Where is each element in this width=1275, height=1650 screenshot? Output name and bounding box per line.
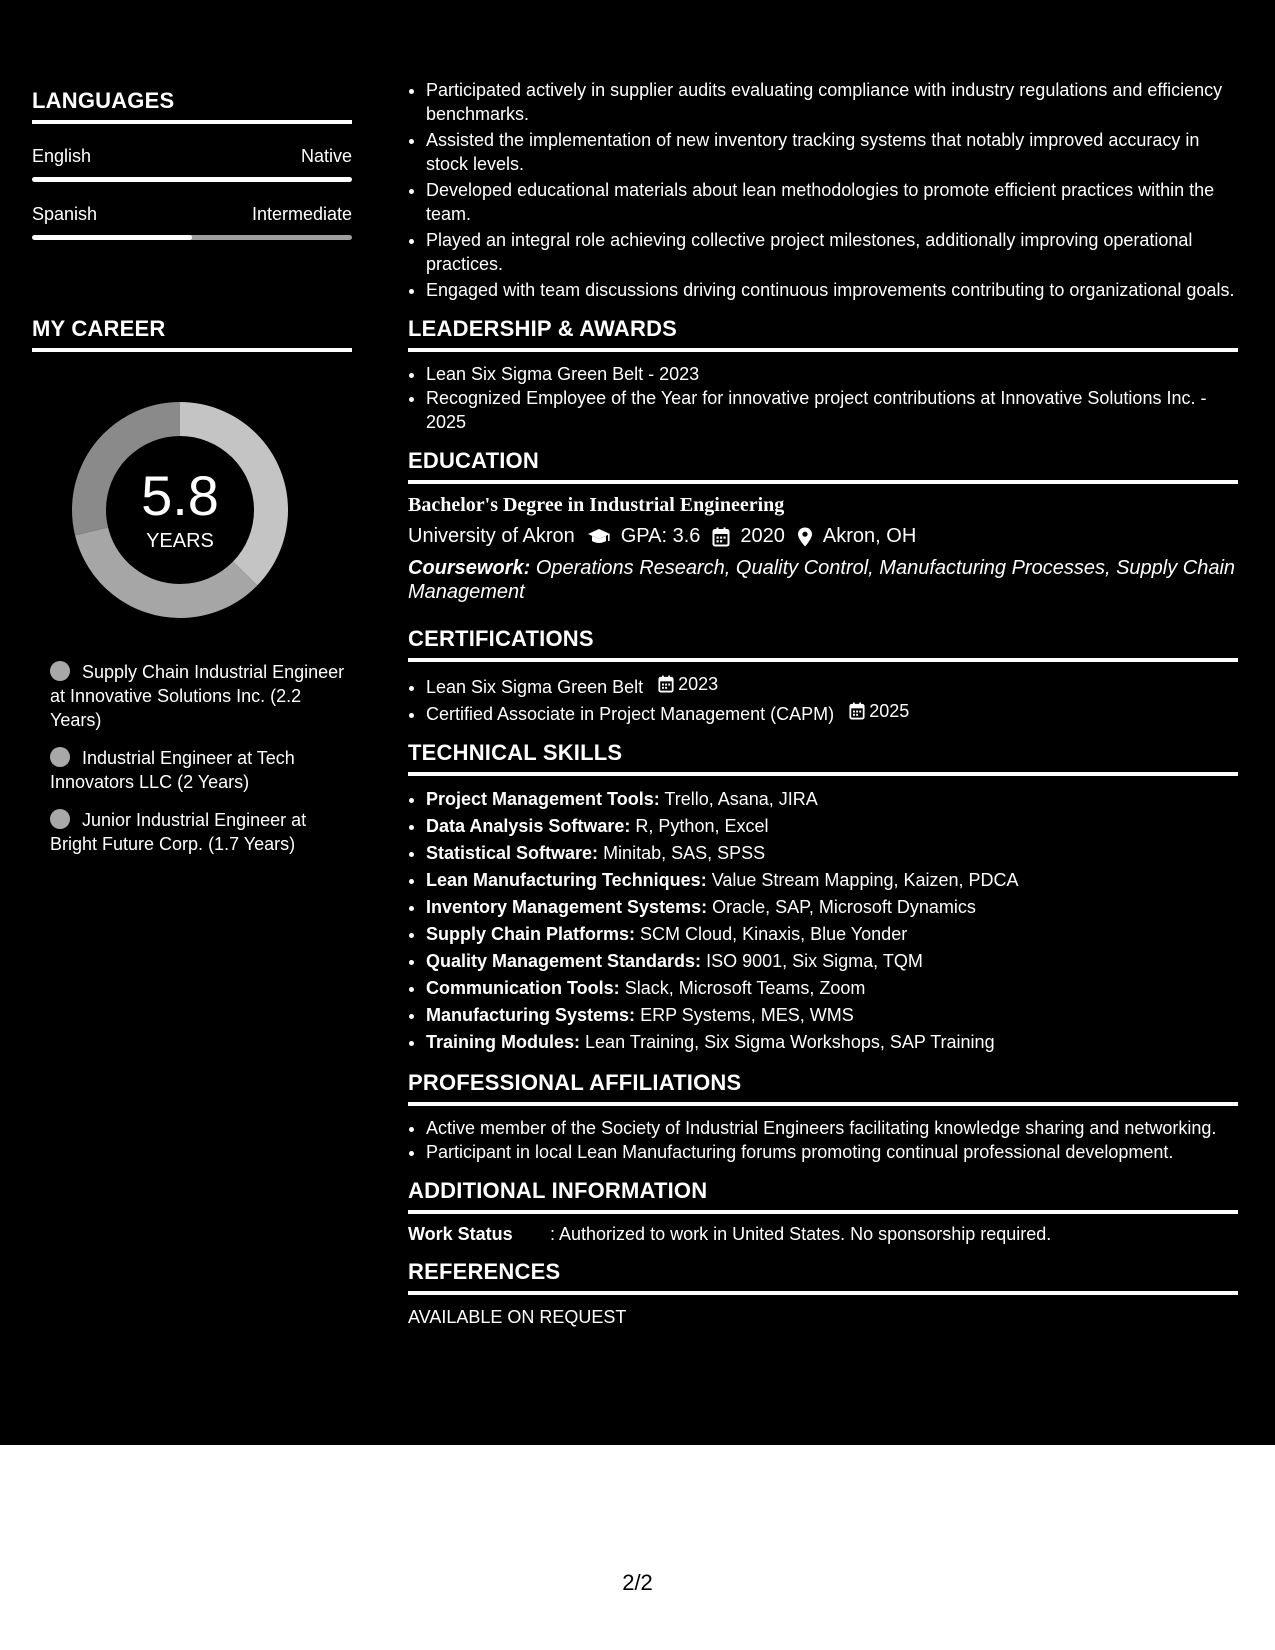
- language-item: [32, 146, 352, 182]
- skill-value: Slack, Microsoft Teams, Zoom: [624, 978, 866, 998]
- list-item: • Developed educational materials about lean methodologies to promote efficient practices within the team.: [426, 178, 1238, 226]
- language-level: Native: [300, 146, 352, 166]
- list-item: [426, 1002, 1238, 1029]
- work-status-value: : Authorized to work in United States. No sponsorship required.: [550, 1224, 1052, 1244]
- calendar-icon: [712, 527, 730, 547]
- education-section: [408, 448, 1238, 604]
- list-item: [426, 699, 1238, 726]
- references-section: [408, 1259, 1238, 1328]
- legend-dot-icon: [50, 747, 70, 767]
- graduation-cap-icon: [587, 528, 611, 546]
- list-item: • Active member of the Society of Industrial Engineers facilitating knowledge sharing and networking.: [426, 1116, 1238, 1140]
- coursework-list: Operations Research, Quality Control, Manufacturing Processes, Supply Chain Management: [408, 557, 1236, 603]
- career-total: 5.8: [141, 463, 219, 527]
- education-title: EDUCATION: [408, 448, 1238, 484]
- list-item: • Engaged with team discussions driving continuous improvements contributing to organizational goals.: [426, 278, 1238, 302]
- language-item: [32, 204, 352, 240]
- career-legend: [32, 660, 352, 856]
- cert-name: Certified Associate in Project Management (CAPM): [426, 704, 835, 724]
- experience-bullets: [408, 78, 1238, 302]
- list-item: • Lean Six Sigma Green Belt - 2023: [426, 362, 1238, 386]
- language-level-fill: [32, 235, 192, 240]
- career-title: MY CAREER: [32, 316, 352, 352]
- language-level: Intermediate: [251, 204, 352, 224]
- additional-section: [408, 1178, 1238, 1245]
- language-name: English: [32, 146, 92, 166]
- legend-dot-icon: [50, 809, 70, 829]
- skill-label: Data Analysis Software:: [426, 816, 631, 836]
- list-item: • Participant in local Lean Manufacturing forums promoting continual professional development.: [426, 1140, 1238, 1164]
- skill-label: Statistical Software:: [426, 843, 599, 863]
- main-content: [408, 78, 1238, 1328]
- list-item: [426, 672, 1238, 699]
- language-level-bar: [32, 235, 352, 240]
- certifications-title: CERTIFICATIONS: [408, 626, 1238, 662]
- list-item: [426, 786, 1238, 813]
- list-item: [426, 1029, 1238, 1056]
- skill-label: Lean Manufacturing Techniques:: [426, 870, 707, 890]
- list-item: [426, 975, 1238, 1002]
- map-pin-icon: [797, 527, 813, 547]
- skills-title: TECHNICAL SKILLS: [408, 740, 1238, 776]
- calendar-icon: [849, 702, 865, 720]
- references-text: AVAILABLE ON REQUEST: [408, 1307, 627, 1327]
- cert-name: Lean Six Sigma Green Belt: [426, 677, 644, 697]
- career-legend-item: [50, 660, 352, 732]
- skill-value: Minitab, SAS, SPSS: [603, 843, 766, 863]
- list-item: [426, 867, 1238, 894]
- graduation-year: 2020: [740, 525, 785, 547]
- language-level-fill: [32, 177, 352, 182]
- references-title: REFERENCES: [408, 1259, 1238, 1295]
- certifications-section: [408, 626, 1238, 726]
- gpa: GPA: 3.6: [620, 525, 701, 547]
- school-location: Akron, OH: [822, 525, 917, 547]
- list-item: • Assisted the implementation of new inventory tracking systems that notably improved accuracy in stock levels.: [426, 128, 1238, 176]
- skill-label: Inventory Management Systems:: [426, 897, 708, 917]
- skill-label: Project Management Tools:: [426, 789, 660, 809]
- cert-year: 2025: [869, 701, 910, 721]
- work-status-label: Work Status: [408, 1224, 513, 1244]
- skill-value: Oracle, SAP, Microsoft Dynamics: [712, 897, 976, 917]
- list-item: • Played an integral role achieving collective project milestones, additionally improving operational practices.: [426, 228, 1238, 276]
- legend-dot-icon: [50, 661, 70, 681]
- skill-value: R, Python, Excel: [635, 816, 769, 836]
- career-unit: YEARS: [146, 529, 214, 552]
- list-item: [426, 813, 1238, 840]
- skill-value: Value Stream Mapping, Kaizen, PDCA: [711, 870, 1019, 890]
- coursework: [408, 556, 1238, 604]
- skill-value: Trello, Asana, JIRA: [664, 789, 818, 809]
- skill-value: ISO 9001, Six Sigma, TQM: [706, 951, 923, 971]
- skill-value: SCM Cloud, Kinaxis, Blue Yonder: [640, 924, 908, 944]
- career-legend-item: [50, 746, 352, 794]
- additional-title: ADDITIONAL INFORMATION: [408, 1178, 1238, 1214]
- affiliations-section: [408, 1070, 1238, 1164]
- career-donut: [66, 396, 294, 624]
- language-level-bar: [32, 177, 352, 182]
- page-number: 2/2: [622, 1570, 653, 1595]
- leadership-section: [408, 316, 1238, 434]
- sidebar: [32, 88, 352, 870]
- cert-year: 2023: [678, 674, 719, 694]
- list-item: • Participated actively in supplier audits evaluating compliance with industry regulations and efficiency benchmarks.: [426, 78, 1238, 126]
- leadership-title: LEADERSHIP & AWARDS: [408, 316, 1238, 352]
- list-item: • Recognized Employee of the Year for innovative project contributions at Innovative Solutions Inc. - 2025: [426, 386, 1238, 434]
- work-status: [408, 1224, 1238, 1245]
- affiliations-title: PROFESSIONAL AFFILIATIONS: [408, 1070, 1238, 1106]
- calendar-icon: [658, 675, 674, 693]
- skills-section: [408, 740, 1238, 1056]
- skill-label: Training Modules:: [426, 1032, 581, 1052]
- list-item: [426, 894, 1238, 921]
- coursework-label: Coursework:: [408, 557, 531, 579]
- legend-label: Junior Industrial Engineer at Bright Future Corp. (1.7 Years): [50, 810, 307, 854]
- list-item: [426, 840, 1238, 867]
- list-item: [426, 948, 1238, 975]
- list-item: [426, 921, 1238, 948]
- language-name: Spanish: [32, 204, 98, 224]
- skill-value: ERP Systems, MES, WMS: [640, 1005, 854, 1025]
- skill-label: Quality Management Standards:: [426, 951, 702, 971]
- skill-label: Communication Tools:: [426, 978, 620, 998]
- education-meta: [408, 525, 1238, 548]
- career-legend-item: [50, 808, 352, 856]
- school-name: University of Akron: [408, 525, 575, 547]
- legend-label: Industrial Engineer at Tech Innovators LLC (2 Years): [50, 748, 295, 792]
- skill-label: Supply Chain Platforms:: [426, 924, 636, 944]
- skill-value: Lean Training, Six Sigma Workshops, SAP Training: [585, 1032, 995, 1052]
- languages-title: LANGUAGES: [32, 88, 352, 124]
- skill-label: Manufacturing Systems:: [426, 1005, 636, 1025]
- degree-title: Bachelor's Degree in Industrial Engineering: [408, 494, 785, 516]
- legend-label: Supply Chain Industrial Engineer at Innovative Solutions Inc. (2.2 Years): [50, 662, 345, 730]
